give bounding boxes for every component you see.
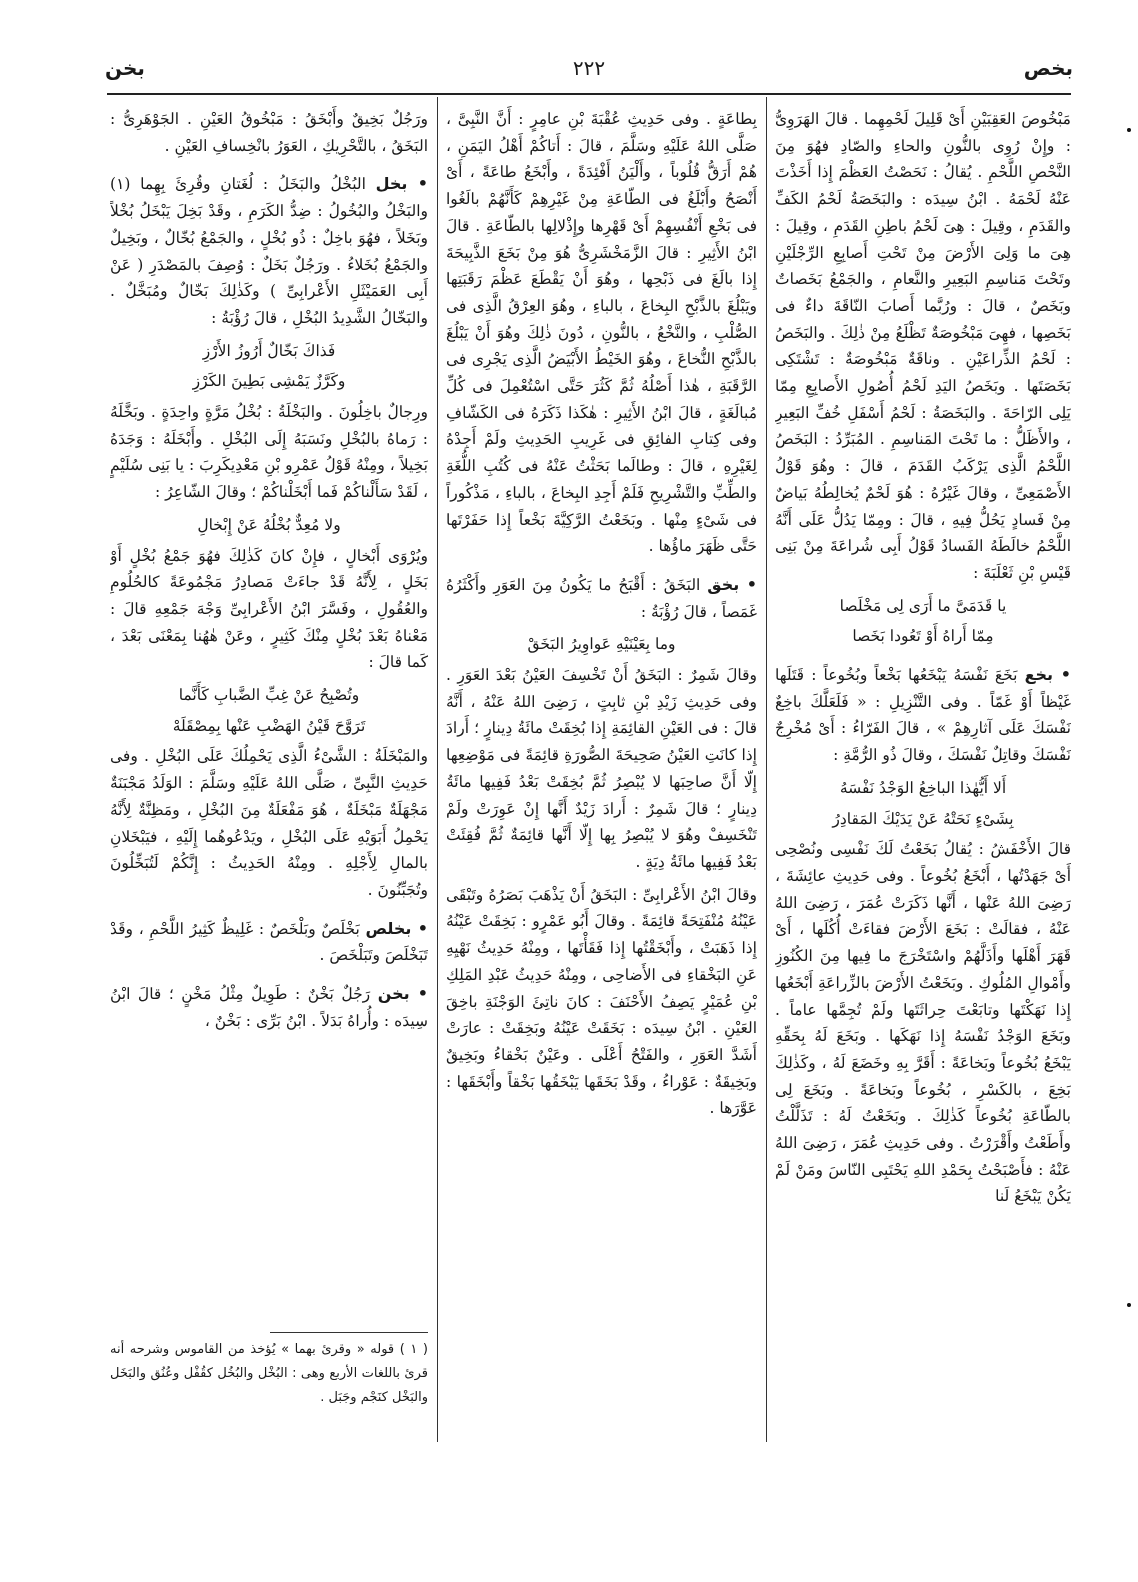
entry-bkhl <box>110 171 428 331</box>
entry-headword: • بخن <box>377 984 428 1004</box>
header-catchword-right: بخص <box>1023 56 1073 80</box>
entry-text: رَجُلٌ بَخْنٌ : طَوِيلٌ مِثْلُ مَخْنٍ ؛ قالَ ابْنُ سِيدَه : وأُراهُ بَدَلاً . ابْنُ بَرِّى : بَخْنٌ ، <box>110 985 428 1030</box>
column-divider-right <box>766 97 767 1442</box>
margin-dot <box>1127 128 1131 132</box>
verse-line: وكَرَّزٌ يَمْشِى بَطِينَ الكَرْزِ <box>192 372 346 391</box>
entry-text: بَخَعَ نَفْسَهُ يَبْخَعُها بَخْعاً وبُخُوعاً : قَتَلَها غَيْظاً أَوْ غَمّاً . وفى التَّنْزِيلِ : « فَلَعَلَّكَ باخِعٌ نَفْسَكَ عَلَى آثارِهِمْ » ، قالَ الفَرّاءُ : أَىْ مُخْرِجٌ نَفْسَكَ وقاتِلٌ نَفْسَكَ ، وقالَ ذُو الرُّمَّةِ : <box>775 666 1071 765</box>
entry-bkh <box>775 662 1071 769</box>
verse-line: وتُصْبِحُ عَنْ غِبِّ الضَّبابِ كَأَنَّما <box>178 686 360 705</box>
column-right <box>775 106 1071 1531</box>
entry-bkhls <box>110 916 428 969</box>
page-number: ٢٢٢ <box>572 56 606 80</box>
verse-line: يا قَدَمَىَّ ما أَرَى لِى مَخْلَصا <box>839 596 1007 615</box>
entry-headword: • بخق <box>707 574 757 594</box>
header-rule <box>107 93 1071 95</box>
paragraph: مَبْخُوصَ العَقِبَيْنِ أَىْ قَلِيلَ لَحْمِهِما . قالَ الهَرَوِىُّ : وإِنْ رُوِى بالنُّونِ والحاءِ والصّادِ فهُوَ مِنَ النَّحْصِ اللَّحْمِ . يُقالُ : نَحَصْتُ العَظْمَ إِذا أَخَذْتَ عَنْهُ لَحْمَهُ . ابْنُ سِيدَه : والبَخَصَةُ لَحْمُ الكَفِّ والقَدَمِ ، وقِيلَ : هِىَ لَحْمُ باطِنِ القَدَمِ ، وقِيلَ : هِىَ ما وَلِىَ الأَرْضَ مِنْ تَحْتِ أَصابِعِ الرِّجْلَيْنِ وتَحْتَ مَناسِمِ البَعِيرِ والنَّعامِ ، والجَمْعُ بَخَصاتٌ وبَخَصٌ ، قالَ : ورُبَّما أَصابَ النّاقَةَ داءٌ فى بَخَصِها ، فهِىَ مَبْخُوصَةٌ تَظْلَعُ مِنْ ذٰلِكَ . والبَخَصُ : لَحْمُ الذِّراعَيْنِ . وناقَةٌ مَبْخُوصَةٌ : تَشْتَكِى بَخَصَتَها . وبَخَصُ اليَدِ لَحْمُ أُصُولِ الأَصابِعِ مِمّا يَلِى الرّاحَةَ . والبَخَصَةُ : لَحْمُ أَسْفَلِ خُفِّ البَعِيرِ ، والأَظَلُّ : ما تَحْتَ المَناسِمِ . المُبَرِّدُ : البَخَصُ اللَّحْمُ الَّذِى يَرْكَبُ القَدَمَ ، قالَ : وهُوَ قَوْلُ الأَصْمَعِىِّ ، وقالَ غَيْرُهُ : هُوَ لَحْمٌ يُخالِطُهُ بَياضٌ مِنْ فَسادٍ يَحُلُّ فِيهِ ، قالَ : ومِمّا يَدُلُّ عَلَى أَنَّهُ اللَّحْمُ خالَطَهُ الفَسادُ قَوْلُ أَبِى شُراعَةَ مِنْ بَنِى قَيْسِ بْنِ ثَعْلَبَةَ : <box>775 110 1071 582</box>
page-header <box>105 52 1073 92</box>
footnote: ( ١ ) قوله « وقرئ بهما » يُؤخذ من القاموس وشرحه أنه قرئ باللغات الأربع وهى : البُخْل والبُخُل كقُفْل وعُنُق والبَخَل والبَخْل كنَجْم وجَبَل . <box>110 1342 428 1405</box>
entry-headword: • بخع <box>1024 665 1071 685</box>
paragraph: ويُرْوَى أَبْخالٍ ، فإِنْ كانَ كَذٰلِكَ فهُوَ جَمْعُ بُخْلٍ أَوْ بَخَلٍ ، لِأَنَّهُ قَدْ جاءَتْ مَصادِرُ مَجْمُوعَةً كالحُلُومِ والعُقُولِ ، وفَسَّرَ ابْنُ الأَعْرابِىِّ وَجْهَ جَمْعِهِ قالَ : مَعْناهُ بَعْدَ بُخْلٍ مِنْكَ كَثِيرٍ ، وعَنْ هٰهُنا بِمَعْنَى بَعْدَ ، كَما قالَ : <box>110 546 428 672</box>
paragraph: ورَجُلٌ بَخِيقٌ وأَبْخَقُ : مَبْخُوقُ العَيْنِ . الجَوْهَرِىُّ : البَخَقُ ، بالتَّحْرِيكِ ، العَوَرُ بانْخِسافِ العَيْنِ . <box>110 110 428 155</box>
column-left <box>110 106 428 1446</box>
entry-headword: • بخلص <box>365 918 428 938</box>
entry-bkhn <box>110 981 428 1034</box>
entry-text: البَخَقُ : أَقْبَحُ ما يَكُونُ مِنَ العَوَرِ وأَكْثَرُهُ غَمَصاً ، قالَ رُؤْبَةُ : <box>446 575 757 621</box>
entry-bkhq <box>446 572 757 625</box>
footnote-rule <box>270 1332 428 1333</box>
paragraph: والمَبْخَلَةُ : الشَّىْءُ الَّذِى يَحْمِلُكَ عَلَى البُخْلِ . وفى حَدِيثِ النَّبِىِّ ، صَلَّى اللهُ عَلَيْهِ وسَلَّمَ : الوَلَدُ مَجْبَنَةٌ مَجْهَلَةٌ مَبْخَلَةٌ ، هُوَ مَفْعَلَةٌ مِنَ البُخْلِ ، ومَظِنَّةٌ لِأَنَّهُ يَحْمِلُ أَبَوَيْهِ عَلَى البُخْلِ ، ويَدْعُوهُما إِلَيْهِ ، فيَبْخَلانِ بالمالِ لِأَجْلِهِ . ومِنْهُ الحَدِيثُ : إِنَّكُمْ لَتُبَخِّلُونَ وتُجَبِّنُونَ . <box>110 747 428 899</box>
header-catchword-left: بخن <box>105 56 145 80</box>
verse-line: مِمّا أَراهُ أَوْ تَعُودا بَخَصا <box>852 627 994 646</box>
paragraph: ورِجالٌ باخِلُونَ . والبَخْلَةُ : بُخْلُ مَرَّةٍ واحِدَةٍ . وبَخَّلَهُ : رَماهُ بالبُخْلِ ونَسَبَهُ إِلَى البُخْلِ . وأَبْخَلَهُ : وَجَدَهُ بَخِيلاً ، ومِنْهُ قَوْلُ عَمْرِو بْنِ مَعْدِيكَرِبَ : يا بَنِى سُلَيْمٍ ، لَقَدْ سَأَلْناكُمْ فَما أَبْخَلْناكُمْ ؛ وقالَ الشّاعِرُ : <box>110 403 428 502</box>
verse-line: وما بِعَيْنَيْهِ عَواوِيرُ البَخَقْ <box>527 635 676 654</box>
verse-line: فَذاكَ بَخّالٌ أَرُوزُ الأَرْزِ <box>202 341 336 360</box>
margin-dot <box>1127 1303 1131 1307</box>
paragraph: بِطاعَةٍ . وفى حَدِيثِ عُقْبَةَ بْنِ عامِرٍ : أَنَّ النَّبِىَّ ، صَلَّى اللهُ عَلَيْهِ وسَلَّمَ ، قالَ : أَتاكُمْ أَهْلُ اليَمَنِ ، هُمْ أَرَقُّ قُلُوباً ، وأَلْيَنُ أَفْئِدَةً ، وأَبْخَعُ طاعَةً ، أَىْ أَنْصَحُ وأَبْلَغُ فى الطّاعَةِ مِنْ غَيْرِهِمْ كَأَنَّهُمْ بالَغُوا فى بَخْعِ أَنْفُسِهِمْ أَىْ قَهْرِها وإِذْلالِها بالطّاعَةِ . قالَ ابْنُ الأَثِيرِ : قالَ الزَّمَخْشَرِىُّ هُوَ مِنْ بَخَعَ الذَّبِيحَةَ إِذا بالَغَ فى ذَبْحِها ، وهُوَ أَنْ يَقْطَعَ عَظْمَ رَقَبَتِها ويَبْلُغَ بالذَّبْحِ البِخاعَ ، بالباءِ ، وهُوَ العِرْقُ الَّذِى فى الصُّلْبِ ، والنَّخْعُ ، بالنُّونِ ، دُونَ ذٰلِكَ وهُوَ أَنْ يَبْلُغَ بالذَّبْحِ النُّخاعَ ، وهُوَ الخَيْطُ الأَبْيَضُ الَّذِى يَجْرِى فى الرَّقَبَةِ ، هٰذا أَصْلُهُ ثُمَّ كَثُرَ حَتَّى اسْتُعْمِلَ فى كُلِّ مُبالَغَةٍ ، قالَ ابْنُ الأَثِيرِ : هٰكَذا ذَكَرَهُ فى الكَشّافِ وفى كِتابِ الفائِقِ فى غَرِيبِ الحَدِيثِ ولَمْ أَجِدْهُ لِغَيْرِهِ ، قالَ : وطالَما بَحَثْتُ عَنْهُ فى كُتُبِ اللُّغَةِ والطِّبِّ والتَّشْرِيحِ فَلَمْ أَجِدِ البِخاعَ ، بالباءِ ، مَذْكُوراً فى شَىْءٍ مِنْها . وبَخَعْتُ الرَّكِيَّةَ بَخْعاً إِذا حَفَرْتَها حَتَّى ظَهَرَ ماؤُها . <box>446 110 757 556</box>
entry-text: بَخْلَصٌ وبَلْخَصٌ : غَلِيظٌ كَثِيرُ اللَّحْمِ ، وقَدْ تَبَخْلَصَ وتَبَلْخَصَ . <box>110 919 428 965</box>
paragraph: وقالَ شَمِرٌ : البَخَقُ أَنْ تَخْسِفَ العَيْنُ بَعْدَ العَوَرِ . وفى حَدِيثِ زَيْدِ بْنِ ثابِتٍ ، رَضِىَ اللهُ عَنْهُ ، أَنَّهُ قالَ : فى العَيْنِ القائِمَةِ إِذا بُخِقَتْ مائَةُ دِينارٍ ؛ أَرادَ إِذا كانَتِ العَيْنُ صَحِيحَةَ الصُّورَةِ قائِمَةً فى مَوْضِعِها إِلّا أَنَّ صاحِبَها لا يُبْصِرُ ثُمَّ بُخِقَتْ بَعْدُ فَفِيها مائَةُ دِينارٍ ؛ قالَ شَمِرٌ : أَرادَ زَيْدٌ أَنَّها إِنْ عَوِرَتْ ولَمْ تَنْخَسِفْ وهُوَ لا يُبْصِرُ بِها إِلّا أَنَّها قائِمَةٌ ثُمَّ فُقِئَتْ بَعْدُ فَفِيها مائَةُ دِيَةٍ . <box>446 666 757 871</box>
entry-headword: • بخل <box>375 174 428 194</box>
column-divider-left <box>437 97 438 1442</box>
paragraph: وقالَ ابْنُ الأَعْرابِىِّ : البَخَقُ أَنْ يَذْهَبَ بَصَرُهُ وتَبْقَى عَيْنُهُ مُنْفَتِحَةً قائِمَةً . وقالَ أَبُو عَمْرٍو : بَخِقَتْ عَيْنُهُ إِذا ذَهَبَتْ ، وأَبْخَقْتُها إِذا فَقَأْتَها ، ومِنْهُ حَدِيثُ نَهْيِهِ عَنِ البَخْقاءِ فى الأَضاحِى ، ومِنْهُ حَدِيثُ عَبْدِ المَلِكِ بْنِ عُمَيْرٍ يَصِفُ الأَحْنَفَ : كانَ ناتِئَ الوَجْنَةِ باخِقَ العَيْنِ . ابْنُ سِيدَه : بَخَقَتْ عَيْنُهُ وبَخِقَتْ : عارَتْ أَشَدَّ العَوَرِ ، والفَتْحُ أَعْلَى . وعَيْنٌ بَخْقاءُ وبَخِيقٌ وبَخِيقَةٌ : عَوْراءُ ، وقَدْ بَخَقَها يَبْخَقُها بَخْقاً وأَبْخَقَها : عَوَّرَها . <box>446 885 757 1118</box>
column-middle <box>446 106 757 1446</box>
entry-text: البُخْلُ والبَخَلُ : لُغَتانِ وقُرِئَ بِهِما (١) والبَخْلُ والبُخُولُ : ضِدُّ الكَرَمِ ، وقَدْ بَخِلَ يَبْخَلُ بُخْلاً وبَخَلاً ، فهُوَ باخِلٌ : ذُو بُخْلٍ ، والجَمْعُ بُخّالٌ ، وبَخِيلٌ والجَمْعُ بُخَلاءُ . ورَجُلٌ بَخَلٌ : وُصِفَ بالمَصْدَرِ ( عَنْ أَبِى العَمَيْثَلِ الأَعْرابِىِّ ) وكَذٰلِكَ بَخّالٌ ومُبَخَّلٌ . والبَخّالُ الشَّدِيدُ البُخْلِ ، قالَ رُؤْبَةُ : <box>110 175 428 327</box>
paragraph: قالَ الأَخْفَشُ : يُقالُ بَخَعْتُ لَكَ نَفْسِى ونُصْحِى أَىْ جَهَدْتُها ، أَبْخَعُ بُخُوعاً . وفى حَدِيثِ عائِشَةَ ، رَضِىَ اللهُ عَنْها ، أَنَّها ذَكَرَتْ عُمَرَ ، رَضِىَ اللهُ عَنْهُ ، فقالَتْ : بَخَعَ الأَرْضَ فقاءَتْ أُكُلَها ، أَىْ قَهَرَ أَهْلَها وأَذَلَّهُمْ واسْتَخْرَجَ ما فِيها مِنَ الكُنُوزِ وأَمْوالِ المُلُوكِ . وبَخَعْتُ الأَرْضَ بالزِّراعَةِ أَبْخَعُها إِذا نَهَكْتَها وتابَعْتَ حِراثَتَها ولَمْ تُجِمَّها عاماً . وبَخَعَ الوَجْدُ نَفْسَهُ إِذا نَهَكَها . وبَخَعَ لَهُ بِحَقِّهِ يَبْخَعُ بُخُوعاً وبَخاعَةً : أَقَرَّ بِهِ وخَضَعَ لَهُ ، وكَذٰلِكَ بَخِعَ ، بالكَسْرِ ، بُخُوعاً وبَخاعَةً . وبَخَعَ لِى بالطّاعَةِ بُخُوعاً كَذٰلِكَ . وبَخَعْتُ لَهُ : تَذَلَّلْتُ وأَطَعْتُ وأَقْرَرْتُ . وفى حَدِيثِ عُمَرَ ، رَضِىَ اللهُ عَنْهُ : فأَصْبَحْتُ بِحَمْدِ اللهِ يَحْتَبِى النّاسَ ومَنْ لَمْ يَكُنْ يَبْخَعُ لَنا <box>775 840 1071 1206</box>
verse-line: أَلا أَيُّهٰذا الباخِعُ الوَجْدُ نَفْسَهُ <box>839 778 1007 797</box>
verse-line: ولا مُعِدٌّ بُخْلُهُ عَنْ إِبْخالِ <box>197 515 341 534</box>
verse-line: تَرَوَّحَ قَيْنُ الهَضْبِ عَنْها بِمِصْقَلَهْ <box>172 716 366 735</box>
verse-line: بِشَىْءٍ نَحَتْهُ عَنْ يَدَيْكَ المَقادِرُ <box>832 809 1014 828</box>
